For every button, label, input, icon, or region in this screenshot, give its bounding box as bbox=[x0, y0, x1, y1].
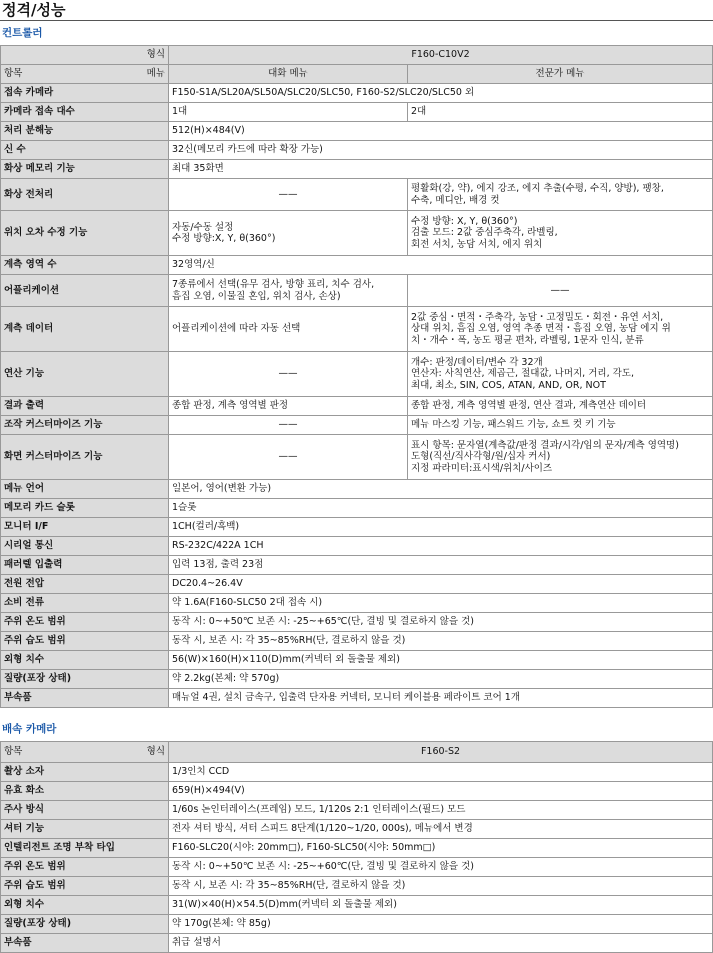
camera-row-value: 전자 셔터 방식, 셔터 스피드 8단계(1/120~1/20, 000s), 메뉴에서 변경 bbox=[169, 820, 713, 839]
controller-row bbox=[1, 179, 713, 211]
controller-row bbox=[1, 518, 713, 537]
row-dialog-value: 7종류에서 선택(유무 검사, 방향 표리, 치수 검사, 흠집 오염, 이물질 혼입, 위치 검사, 손상) bbox=[169, 275, 408, 307]
row-value: 32영역/신 bbox=[169, 256, 713, 275]
controller-row bbox=[1, 556, 713, 575]
camera-row bbox=[1, 915, 713, 934]
row-value: 동작 시: 0~+50℃ 보존 시: -25~+65℃(단, 결빙 및 결로하지 않을 것) bbox=[169, 613, 713, 632]
controller-row bbox=[1, 480, 713, 499]
camera-row-label: 질량(포장 상태) bbox=[1, 915, 169, 934]
row-label: 화면 커스터마이즈 기능 bbox=[1, 435, 169, 480]
camera-header-cell bbox=[1, 742, 169, 763]
row-label: 접속 카메라 bbox=[1, 84, 169, 103]
controller-row bbox=[1, 84, 713, 103]
row-value: 512(H)×484(V) bbox=[169, 122, 713, 141]
row-label: 계측 영역 수 bbox=[1, 256, 169, 275]
row-expert-value: 개수: 판정/데이터/변수 각 32개 연산자: 사칙연산, 제곱근, 절대값, 나머지, 거리, 각도, 최대, 최소, SIN, COS, ATAN, AND, OR, NOT bbox=[408, 352, 713, 397]
row-expert-value: 표시 항목: 문자열(계측값/판정 결과/시각/임의 문자/계측 영역명) 도형(직선/직사각형/원/십자 커서) 지정 파라미터:표시색/위치/사이즈 bbox=[408, 435, 713, 480]
controller-row bbox=[1, 416, 713, 435]
camera-row bbox=[1, 820, 713, 839]
controller-section-title: 컨트롤러 bbox=[2, 27, 43, 39]
row-expert-value: 종합 판정, 계측 영역별 판정, 연산 결과, 계측연산 데이터 bbox=[408, 397, 713, 416]
controller-row bbox=[1, 160, 713, 179]
camera-row-label: 주위 습도 범위 bbox=[1, 877, 169, 896]
row-label: 연산 기능 bbox=[1, 352, 169, 397]
row-value: 일본어, 영어(변환 가능) bbox=[169, 480, 713, 499]
camera-row bbox=[1, 782, 713, 801]
controller-row bbox=[1, 575, 713, 594]
controller-row bbox=[1, 122, 713, 141]
header-menu-label: 메뉴 bbox=[146, 68, 165, 80]
camera-row-value: 동작 시: 0~+50℃ 보존 시: -25~+60℃(단, 결빙 및 결로하지 않을 것) bbox=[169, 858, 713, 877]
row-dialog-value: 종합 판정, 계측 영역별 판정 bbox=[169, 397, 408, 416]
camera-row-value: 약 170g(본체: 약 85g) bbox=[169, 915, 713, 934]
camera-row-label: 유효 화소 bbox=[1, 782, 169, 801]
row-expert-value: 2값 중심・면적・주축각, 농담・고정밀도・회전・유연 서치, 상대 위치, 흠집 오염, 영역 추종 면적・흠집 오염, 농담 에지 위 치・개수・폭, 농도 평균 편차, 라벨링, 1문자 인식, 분류 bbox=[408, 307, 713, 352]
row-label: 모니터 I/F bbox=[1, 518, 169, 537]
row-value: 56(W)×160(H)×110(D)mm(커넥터 외 돌출물 제외) bbox=[169, 651, 713, 670]
controller-row bbox=[1, 352, 713, 397]
controller-row bbox=[1, 499, 713, 518]
camera-row-value: 취급 설명서 bbox=[169, 934, 713, 953]
row-label: 조작 커스터마이즈 기능 bbox=[1, 416, 169, 435]
row-label: 카메라 접속 대수 bbox=[1, 103, 169, 122]
row-label: 외형 치수 bbox=[1, 651, 169, 670]
camera-row-value: 659(H)×494(V) bbox=[169, 782, 713, 801]
controller-row bbox=[1, 689, 713, 708]
camera-row-label: 인텔리전트 조명 부착 타입 bbox=[1, 839, 169, 858]
header-type-cell bbox=[1, 46, 169, 65]
controller-row bbox=[1, 275, 713, 307]
camera-row bbox=[1, 839, 713, 858]
camera-row-value: F160-SLC20(시야: 20mm□), F160-SLC50(시야: 50mm□) bbox=[169, 839, 713, 858]
row-dialog-value: 자동/수동 설정 수정 방향:X, Y, θ(360°) bbox=[169, 211, 408, 256]
controller-row bbox=[1, 211, 713, 256]
header-expert-menu: 전문가 메뉴 bbox=[408, 65, 713, 84]
row-value: 매뉴얼 4권, 설치 금속구, 입출력 단자용 커넥터, 모니터 케이블용 페라이트 코어 1개 bbox=[169, 689, 713, 708]
camera-row bbox=[1, 877, 713, 896]
camera-row-label: 외형 치수 bbox=[1, 896, 169, 915]
camera-row bbox=[1, 801, 713, 820]
camera-header-item-label: 항목 bbox=[4, 746, 23, 758]
row-label: 화상 전처리 bbox=[1, 179, 169, 211]
header-model-cell bbox=[169, 46, 713, 65]
row-dialog-value: —— bbox=[169, 416, 408, 435]
camera-row-value: 1/60s 논인터레이스(프레임) 모드, 1/120s 2:1 인터레이스(필드) 모드 bbox=[169, 801, 713, 820]
row-expert-value: —— bbox=[408, 275, 713, 307]
row-dialog-value: 1대 bbox=[169, 103, 408, 122]
row-label: 전원 전압 bbox=[1, 575, 169, 594]
controller-row bbox=[1, 256, 713, 275]
row-label: 주위 습도 범위 bbox=[1, 632, 169, 651]
row-dialog-value: —— bbox=[169, 179, 408, 211]
row-label: 소비 전류 bbox=[1, 594, 169, 613]
header-type-label: 형식 bbox=[146, 49, 165, 61]
row-value: 약 2.2kg(본체: 약 570g) bbox=[169, 670, 713, 689]
row-value: 1슬롯 bbox=[169, 499, 713, 518]
controller-row bbox=[1, 632, 713, 651]
camera-row-label: 셔터 기능 bbox=[1, 820, 169, 839]
row-value: 입력 13점, 출력 23점 bbox=[169, 556, 713, 575]
row-label: 메뉴 언어 bbox=[1, 480, 169, 499]
header-model: F160-C10V2 bbox=[411, 49, 470, 61]
controller-row bbox=[1, 613, 713, 632]
row-expert-value: 메뉴 마스킹 기능, 패스워드 기능, 쇼트 컷 키 기능 bbox=[408, 416, 713, 435]
row-label: 화상 메모리 기능 bbox=[1, 160, 169, 179]
row-value: DC20.4~26.4V bbox=[169, 575, 713, 594]
camera-row-value: 동작 시, 보존 시: 각 35~85%RH(단, 결로하지 않을 것) bbox=[169, 877, 713, 896]
row-label: 신 수 bbox=[1, 141, 169, 160]
row-dialog-value: 어플리케이션에 따라 자동 선택 bbox=[169, 307, 408, 352]
row-label: 어플리케이션 bbox=[1, 275, 169, 307]
page-title: 정격/성능 bbox=[2, 1, 66, 19]
row-value: 32신(메모리 카드에 따라 확장 가능) bbox=[169, 141, 713, 160]
header-item-cell bbox=[1, 65, 169, 84]
controller-row bbox=[1, 670, 713, 689]
header-dialog-menu: 대화 메뉴 bbox=[169, 65, 408, 84]
row-dialog-value: —— bbox=[169, 352, 408, 397]
row-dialog-value: —— bbox=[169, 435, 408, 480]
row-label: 메모리 카드 슬롯 bbox=[1, 499, 169, 518]
camera-row bbox=[1, 934, 713, 953]
controller-row bbox=[1, 397, 713, 416]
row-value: 약 1.6A(F160-SLC50 2대 접속 시) bbox=[169, 594, 713, 613]
camera-row-label: 촬상 소자 bbox=[1, 763, 169, 782]
camera-spec-table bbox=[0, 741, 713, 953]
camera-header-model: F160-S2 bbox=[169, 742, 713, 763]
camera-row bbox=[1, 858, 713, 877]
row-label: 질량(포장 상태) bbox=[1, 670, 169, 689]
camera-row-value: 31(W)×40(H)×54.5(D)mm(커넥터 외 돌출물 제외) bbox=[169, 896, 713, 915]
controller-row bbox=[1, 103, 713, 122]
camera-section-title: 배속 카메라 bbox=[2, 723, 57, 735]
camera-header-type-label: 형식 bbox=[146, 746, 165, 758]
controller-row bbox=[1, 651, 713, 670]
row-label: 부속품 bbox=[1, 689, 169, 708]
row-value: F150-S1A/SL20A/SL50A/SLC20/SLC50, F160-S2/SLC20/SLC50 외 bbox=[169, 84, 713, 103]
row-value: 1CH(컬러/흑백) bbox=[169, 518, 713, 537]
row-value: RS-232C/422A 1CH bbox=[169, 537, 713, 556]
row-label: 처리 분해능 bbox=[1, 122, 169, 141]
row-expert-value: 수정 방향: X, Y, θ(360°) 검출 모드: 2값 중심주축각, 라벨링, 회전 서치, 농담 서치, 에지 위치 bbox=[408, 211, 713, 256]
camera-row-label: 부속품 bbox=[1, 934, 169, 953]
camera-row-label: 주위 온도 범위 bbox=[1, 858, 169, 877]
row-label: 주위 온도 범위 bbox=[1, 613, 169, 632]
row-value: 동작 시, 보존 시: 각 35~85%RH(단, 결로하지 않을 것) bbox=[169, 632, 713, 651]
controller-row bbox=[1, 435, 713, 480]
row-label: 계측 데이터 bbox=[1, 307, 169, 352]
title-divider bbox=[0, 20, 713, 21]
controller-row bbox=[1, 594, 713, 613]
camera-row-label: 주사 방식 bbox=[1, 801, 169, 820]
controller-spec-table bbox=[0, 45, 713, 708]
row-label: 결과 출력 bbox=[1, 397, 169, 416]
camera-row bbox=[1, 896, 713, 915]
camera-row-value: 1/3인치 CCD bbox=[169, 763, 713, 782]
row-expert-value: 평활화(강, 약), 에지 강조, 에지 추출(수평, 수직, 양방), 팽창, 수축, 메디안, 배경 컷 bbox=[408, 179, 713, 211]
row-value: 최대 35화면 bbox=[169, 160, 713, 179]
controller-row bbox=[1, 537, 713, 556]
camera-row bbox=[1, 763, 713, 782]
row-label: 패러렐 입출력 bbox=[1, 556, 169, 575]
controller-row bbox=[1, 141, 713, 160]
row-expert-value: 2대 bbox=[408, 103, 713, 122]
row-label: 시리얼 통신 bbox=[1, 537, 169, 556]
header-item-label: 항목 bbox=[4, 68, 23, 80]
row-label: 위치 오차 수정 기능 bbox=[1, 211, 169, 256]
controller-row bbox=[1, 307, 713, 352]
